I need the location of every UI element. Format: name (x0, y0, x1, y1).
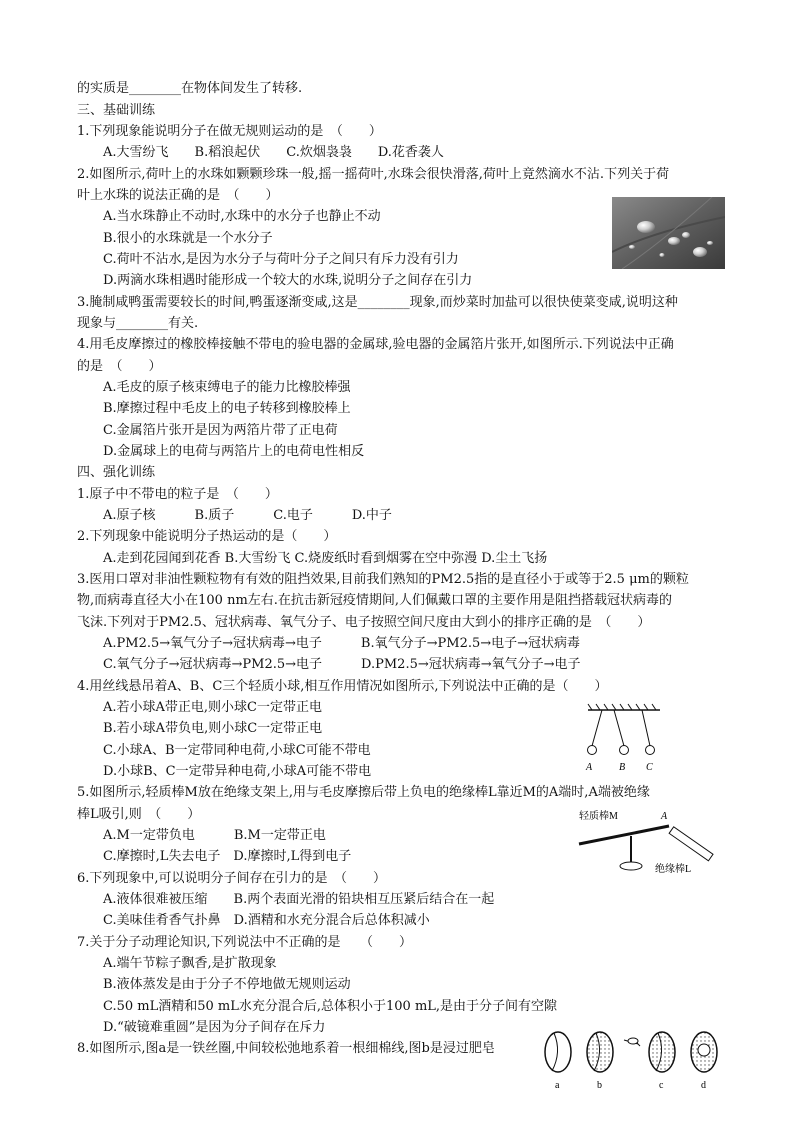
lotus-leaf-photo (612, 197, 725, 269)
option-line: A.液体很难被压缩 B.两个表面光滑的铅块相互压紧后结合在一起 (103, 892, 495, 907)
rod-figure (575, 806, 720, 878)
option-line: A.毛皮的原子核束缚电子的能力比橡胶棒强 (103, 380, 351, 395)
option-line: C.金属箔片张开是因为两箔片带了正电荷 (103, 423, 338, 438)
light-rod-label: 轻质棒M (579, 811, 618, 822)
option-line: C.小球A、B一定带同种电荷,小球C可能不带电 (103, 743, 371, 758)
insulating-rod-label: 绝缘棒L (655, 864, 692, 875)
question-line: 1.下列现象能说明分子在做无规则运动的是 （ ） (77, 124, 382, 139)
option-line: C.氧气分子→冠状病毒→PM2.5→电子 D.PM2.5→冠状病毒→氧气分子→电子 (103, 657, 581, 672)
option-line: B.液体蒸发是由于分子不停地做无规则运动 (103, 977, 351, 992)
section-line: 四、强化训练 (77, 465, 156, 480)
ring-label-a: a (555, 1080, 560, 1091)
text-line: 现象与________有关. (77, 316, 199, 331)
option-line: C.荷叶不沾水,是因为水分子与荷叶分子之间只有斥力没有引力 (103, 252, 459, 267)
question-line: 2.如图所示,荷叶上的水珠如颗颗珍珠一般,摇一摇荷叶,水珠会很快滑落,荷叶上竟然滴水不沾.下列关于荷 (77, 167, 670, 182)
question-line: 7.关于分子动理论知识,下列说法中不正确的是 （ ） (77, 935, 413, 950)
question-line: 8.如图所示,图a是一铁丝圈,中间较松弛地系着一根细棉线,图b是浸过肥皂 (77, 1041, 495, 1056)
text-line: 棒L吸引,则 （ ） (77, 807, 201, 822)
text-line: 的实质是________在物体间发生了转移. (77, 81, 303, 96)
option-line: D.小球B、C一定带异种电荷,小球A可能不带电 (103, 764, 372, 779)
text-line: 叶上水珠的说法正确的是 （ ） (77, 188, 279, 203)
option-line: D.“破镜难重圆”是因为分子间存在斥力 (103, 1020, 326, 1035)
question-line: 2.下列现象中能说明分子热运动的是（ ） (77, 529, 337, 544)
option-line: B.若小球A带负电,则小球C一定带正电 (103, 721, 323, 736)
option-line: D.两滴水珠相遇时能形成一个较大的水珠,说明分子之间存在引力 (103, 273, 473, 288)
option-line: A.当水珠静止不动时,水珠中的水分子也静止不动 (103, 209, 381, 224)
option-line: C.50 mL酒精和50 mL水充分混合后,总体积小于100 mL,是由于分子间有空隙 (103, 999, 558, 1014)
option-line: A.走到花园闻到花香 B.大雪纷飞 C.烧废纸时看到烟雾在空中弥漫 D.尘土飞扬 (103, 551, 548, 566)
question-line: 4.用毛皮摩擦过的橡胶棒接触不带电的验电器的金属球,验电器的金属箔片张开,如图所示.下列说法中正确 (77, 337, 674, 352)
option-line: B.很小的水珠就是一个水分子 (103, 231, 273, 246)
question-line: 3.医用口罩对非油性颗粒物有有效的阻挡效果,目前我们熟知的PM2.5指的是直径小于或等于2.5 μm的颗粒 (77, 572, 689, 587)
section-line: 三、基础训练 (77, 103, 156, 118)
ring-label-d: d (701, 1080, 706, 1091)
ball-label-c: C (646, 762, 653, 773)
question-line: 4.用丝线悬吊着A、B、C三个轻质小球,相互作用情况如图所示,下列说法中正确的是（ ） (77, 679, 608, 694)
text-line: 物,而病毒直径大小在100 nm左右.在抗击新冠疫情期间,人们佩戴口罩的主要作用是阻挡搭载冠状病毒的 (77, 593, 673, 608)
option-line: A.原子核 B.质子 C.电子 D.中子 (103, 508, 392, 523)
question-line: 1.原子中不带电的粒子是 （ ） (77, 487, 278, 502)
suspended-balls-figure (570, 702, 670, 774)
question-line: 6.下列现象中,可以说明分子间存在引力的是 （ ） (77, 871, 387, 886)
ball-label-a: A (586, 762, 593, 773)
option-line: A.端午节粽子飘香,是扩散现象 (103, 956, 277, 971)
option-line: C.美味佳肴香气扑鼻 D.酒精和水充分混合后总体积减小 (103, 913, 430, 928)
ring-label-b: b (597, 1080, 602, 1091)
question-line: 3.腌制咸鸭蛋需要较长的时间,鸭蛋逐渐变咸,这是________现象,而炒菜时加盐可以很快使菜变咸,说明这种 (77, 295, 678, 310)
option-line: B.摩擦过程中毛皮上的电子转移到橡胶棒上 (103, 401, 351, 416)
option-line: A.大雪纷飞 B.稻浪起伏 C.炊烟袅袅 D.花香袭人 (103, 145, 444, 160)
ball-label-b: B (619, 762, 626, 773)
option-line: A.PM2.5→氧气分子→冠状病毒→电子 B.氧气分子→PM2.5→电子→冠状病毒 (103, 636, 581, 651)
question-line: 5.如图所示,轻质棒M放在绝缘支架上,用与毛皮摩擦后带上负电的绝缘棒L靠近M的A端时,A端被绝缘 (77, 785, 650, 800)
option-line: A.M一定带负电 B.M一定带正电 (103, 828, 326, 843)
option-line: A.若小球A带正电,则小球C一定带正电 (103, 700, 322, 715)
wire-rings-figure (540, 1028, 725, 1093)
option-line: D.金属球上的电荷与两箔片上的电荷电性相反 (103, 444, 365, 459)
ring-label-c: c (659, 1080, 664, 1091)
rod-end-label: A (661, 811, 668, 822)
text-line: 的是 （ ） (77, 359, 162, 374)
text-line: 飞沫.下列对于PM2.5、冠状病毒、氧气分子、电子按照空间尺度由大到小的排序正确的是 （ ） (77, 615, 651, 630)
option-line: C.摩擦时,L失去电子 D.摩擦时,L得到电子 (103, 849, 352, 864)
